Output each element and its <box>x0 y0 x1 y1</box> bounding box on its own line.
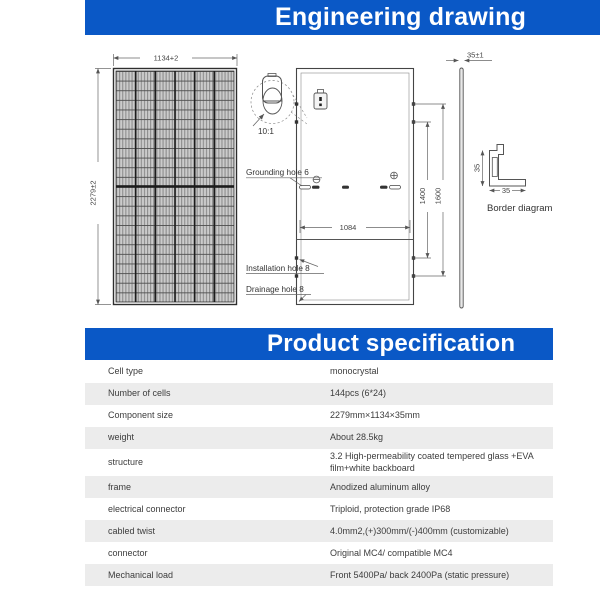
engineering-drawing-title: Engineering drawing <box>275 3 527 31</box>
spec-label: electrical connector <box>108 503 186 514</box>
front-width-dim-text: 1134+2 <box>153 53 179 63</box>
side-view-profile <box>460 68 463 308</box>
spec-row-electrical-connector <box>85 498 553 520</box>
detail-scale-text: 10:1 <box>258 127 274 136</box>
front-panel-middle-divider <box>116 185 234 188</box>
border-diagram-label: Border diagram <box>487 203 553 214</box>
spec-label: cabled twist <box>108 525 156 536</box>
spec-label: structure <box>108 456 144 467</box>
spec-value: Front 5400Pa/ back 2400Pa (static pressure) <box>330 569 510 580</box>
spec-table <box>85 361 553 586</box>
spec-row-structure <box>85 449 553 476</box>
spec-value: Anodized aluminum alloy <box>330 481 431 492</box>
spec-value: 3.2 High-permeability coated tempered glass +EVA film+white backboard <box>330 451 534 473</box>
frame-profile-slot <box>492 158 497 177</box>
inner-height-dim-text: 1400 <box>418 187 427 205</box>
spec-value: 2279mm×1134×35mm <box>330 410 420 421</box>
spec-row-cell-type <box>85 361 553 383</box>
spec-row-number-of-cells <box>85 383 553 405</box>
product-specification-header <box>85 328 553 360</box>
hole-span-dim-text: 1084 <box>339 223 357 232</box>
spec-value: Original MC4/ compatible MC4 <box>330 547 453 558</box>
front-height-dim-text: 2279±2 <box>88 180 98 206</box>
side-view-drawing <box>446 51 492 309</box>
border-width-dim-text: 35 <box>501 186 511 195</box>
spec-value: 144pcs (6*24) <box>330 388 387 399</box>
spec-label: frame <box>108 481 132 492</box>
spec-row-cabled-twist <box>85 520 553 542</box>
spec-row-component-size <box>85 405 553 427</box>
spec-value: 4.0mm2,(+)300mm/(-)400mm (customizable) <box>330 525 509 536</box>
engineering-drawing-canvas <box>0 35 600 328</box>
spec-label: Component size <box>108 410 174 421</box>
spec-row-weight <box>85 427 553 449</box>
front-view-drawing <box>89 54 238 305</box>
thickness-dim-text: 35±1 <box>467 50 484 60</box>
installation-hole-label: Installation hole 8 <box>246 264 310 273</box>
plus-terminal-icon <box>391 172 398 179</box>
spec-row-frame <box>85 476 553 498</box>
outer-height-dim-text: 1600 <box>433 187 443 205</box>
border-height-dim-text: 35 <box>472 163 482 173</box>
spec-row-connector <box>85 542 553 564</box>
spec-label: connector <box>108 547 148 558</box>
drainage-hole-label: Drainage hole 8 <box>246 285 304 294</box>
product-specification-title: Product specification <box>267 330 516 357</box>
border-diagram-drawing <box>473 145 553 215</box>
spec-label: Mechanical load <box>108 569 174 580</box>
grounding-hole-label: Grounding hole 6 <box>246 168 309 177</box>
spec-label: weight <box>108 432 135 443</box>
back-view-drawing <box>246 69 446 305</box>
spec-value: About 28.5kg <box>330 432 384 443</box>
spec-label: Cell type <box>108 366 144 377</box>
spec-label: Number of cells <box>108 388 171 399</box>
spec-value: monocrystal <box>330 366 379 377</box>
engineering-drawing-header <box>85 0 600 35</box>
spec-value: Triploid, protection grade IP68 <box>330 503 451 514</box>
spec-row-mechanical-load <box>85 564 553 586</box>
